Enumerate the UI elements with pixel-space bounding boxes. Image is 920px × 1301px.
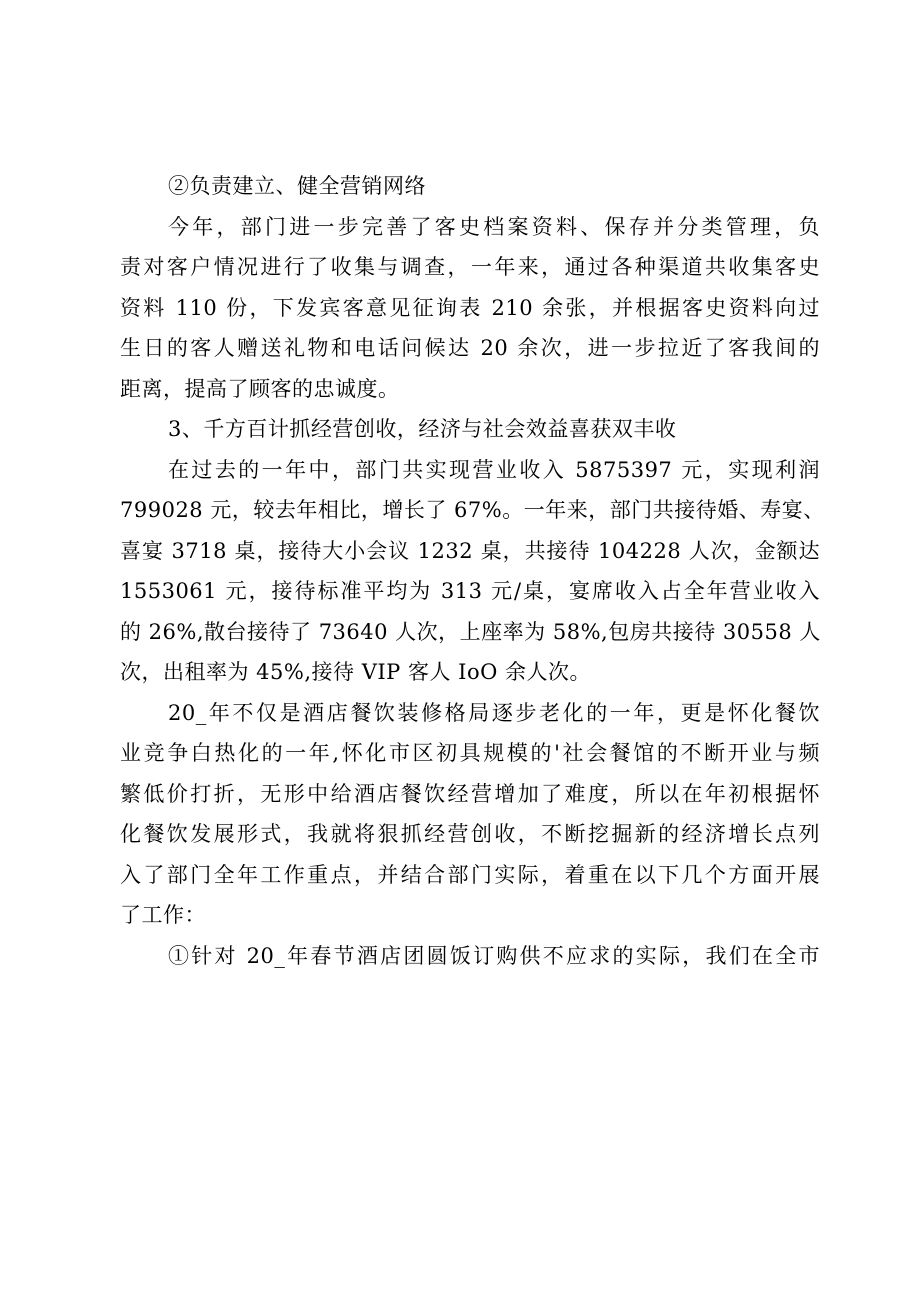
- text-line: ①针对 20_年春节酒店团圆饭订购供不应求的实际，我们在全市: [168, 943, 820, 968]
- text-line: 799028 元，较去年相比，增长了 67%。一年来，部门共接待婚、寿宴、: [120, 498, 825, 522]
- text-line: 距离，提高了顾客的忠诚度。: [120, 376, 400, 401]
- text-line: 责对客户情况进行了收集与调查，一年来，通过各种渠道共收集客史: [120, 255, 820, 279]
- text-line: 次，出租率为 45%,接待 VIP 客人 IoO 余人次。: [120, 660, 591, 684]
- text-line: 今年，部门进一步完善了客史档案资料、保存并分类管理，负: [168, 214, 820, 239]
- paragraph-spring-festival: [120, 936, 820, 977]
- paragraph-market-context: [120, 693, 820, 936]
- text-line: 喜宴 3718 桌，接待大小会议 1232 桌，共接待 104228 人次，金额达: [120, 538, 820, 563]
- text-line: 的 26%,散台接待了 73640 人次，上座率为 58%,包房共接待 30558 人: [120, 619, 821, 644]
- text-line: 1553061 元，接待标准平均为 313 元/桌，宴席收入占全年营业收入: [120, 579, 820, 603]
- text-line: ②负责建立、健全营销网络: [168, 174, 426, 198]
- paragraph-customer-records: [120, 207, 820, 410]
- text-line: 化餐饮发展形式，我就将狠抓经营创收，不断挖掘新的经济增长点列: [120, 822, 820, 846]
- text-line: 入了部门全年工作重点，并结合部门实际，着重在以下几个方面开展: [120, 862, 820, 887]
- text-line: 繁低价打折，无形中给酒店餐饮经营增加了难度，所以在年初根据怀: [120, 781, 820, 806]
- text-line: 了工作：: [120, 903, 206, 927]
- text-line: 生日的客人赠送礼物和电话问候达 20 余次，进一步拉近了客我间的: [120, 336, 820, 360]
- document-body: [120, 166, 825, 976]
- section-heading-revenue: [120, 409, 820, 450]
- text-line: 3、千方百计抓经营创收，经济与社会效益喜获双丰收: [168, 417, 677, 441]
- text-line: 20_年不仅是酒店餐饮装修格局逐步老化的一年，更是怀化餐饮: [168, 700, 820, 725]
- text-line: 资料 110 份，下发宾客意见征询表 210 余张，并根据客史资料向过: [120, 295, 820, 320]
- text-line: 业竞争白热化的一年,怀化市区初具规模的'社会餐馆的不断开业与频: [120, 741, 820, 765]
- paragraph-revenue-figures: [120, 450, 825, 693]
- section-heading-network: [120, 166, 820, 207]
- text-line: 在过去的一年中，部门共实现营业收入 5875397 元，实现利润: [168, 457, 820, 482]
